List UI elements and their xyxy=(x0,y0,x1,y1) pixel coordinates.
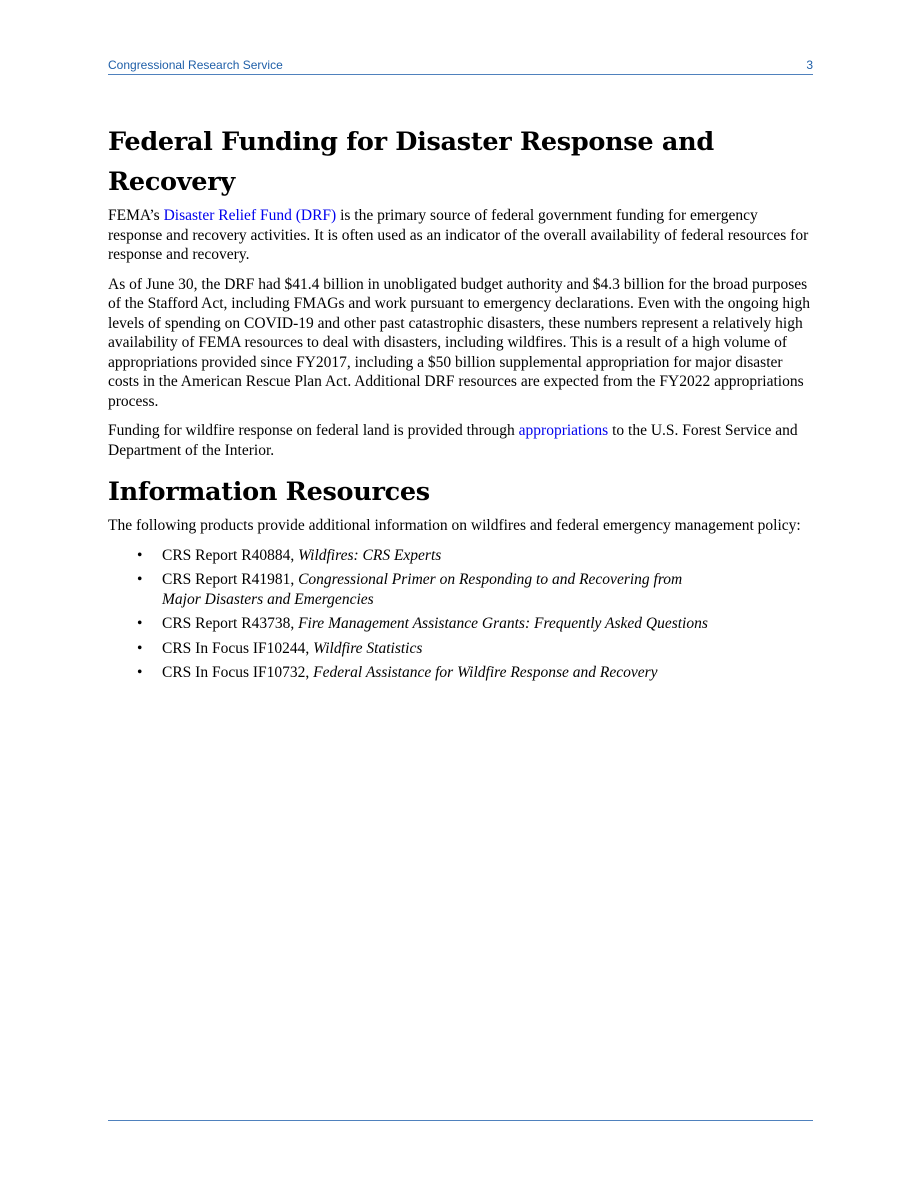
bullet-icon: • xyxy=(137,664,143,681)
section-heading-funding: Federal Funding for Disaster Response and Recovery xyxy=(108,127,714,197)
item-title: Wildfires: CRS Experts xyxy=(298,546,442,564)
paragraph-drf-intro xyxy=(108,206,813,265)
paragraph-text: to the U.S. Forest Service and Department of the Interior. xyxy=(108,422,798,459)
item-prefix: CRS In Focus IF10244, xyxy=(162,639,314,657)
item-prefix: CRS Report R41981, xyxy=(162,571,299,588)
item-prefix: CRS Report R43738, xyxy=(162,615,299,632)
paragraph-resources-intro: The following products provide additional information on wildfires and federal emergency management policy: xyxy=(108,517,801,534)
document-body xyxy=(108,122,813,688)
item-title: Fire Management Assistance Grants: Frequently Asked Questions xyxy=(298,615,708,632)
item-prefix: CRS Report R40884, xyxy=(162,546,299,564)
paragraph-text: FEMA’s xyxy=(108,207,164,224)
list-item xyxy=(108,570,813,609)
resource-list xyxy=(108,546,813,683)
item-title: Wildfire Statistics xyxy=(313,639,423,657)
header-title: Congressional Research Service xyxy=(108,58,283,72)
paragraph-text: Funding for wildfire response on federal land is provided through xyxy=(108,422,519,439)
list-item xyxy=(108,663,813,683)
item-title-continued: Major Disasters and Emergencies xyxy=(162,590,374,608)
list-item xyxy=(108,614,813,634)
bullet-icon: • xyxy=(137,615,143,632)
paragraph-drf-status: As of June 30, the DRF had $41.4 billion in unobligated budget authority and $4.3 billion for the broad purposes of the Stafford Act, including FMAGs and work pursuant to emergency declarations. Even with the ongoing high levels of spending on COVID-19 and other past catastrophic disasters, these numbers represent a relatively high availability of FEMA resources to deal with disasters, including wildfires. This is a result of a high volume of appropriations provided since FY2017, including a $50 billion supplemental appropriation for major disaster costs in the American Rescue Plan Act. Additional DRF resources are expected from the FY2022 appropriations process. xyxy=(108,275,810,410)
paragraph-text: is the primary source of federal government funding for emergency response and recovery activities. It is often used as an indicator of the overall availability of federal resources for response and recovery. xyxy=(108,207,809,263)
item-title: Congressional Primer on Responding to and Recovering from xyxy=(298,571,683,588)
page-header xyxy=(108,58,813,75)
list-item xyxy=(108,639,813,659)
paragraph-wildfire-funding xyxy=(108,421,813,460)
item-prefix: CRS In Focus IF10732, xyxy=(162,664,314,681)
item-title: Federal Assistance for Wildfire Response and Recovery xyxy=(313,664,658,681)
appropriations-link[interactable]: appropriations xyxy=(518,422,609,439)
footer-rule xyxy=(108,1120,813,1121)
section-heading-resources: Information Resources xyxy=(108,477,430,507)
bullet-icon: • xyxy=(137,546,143,564)
drf-link[interactable]: Disaster Relief Fund (DRF) xyxy=(163,207,337,224)
bullet-icon: • xyxy=(137,571,143,588)
bullet-icon: • xyxy=(137,639,143,657)
page-number: 3 xyxy=(806,58,813,72)
list-item xyxy=(108,546,813,566)
